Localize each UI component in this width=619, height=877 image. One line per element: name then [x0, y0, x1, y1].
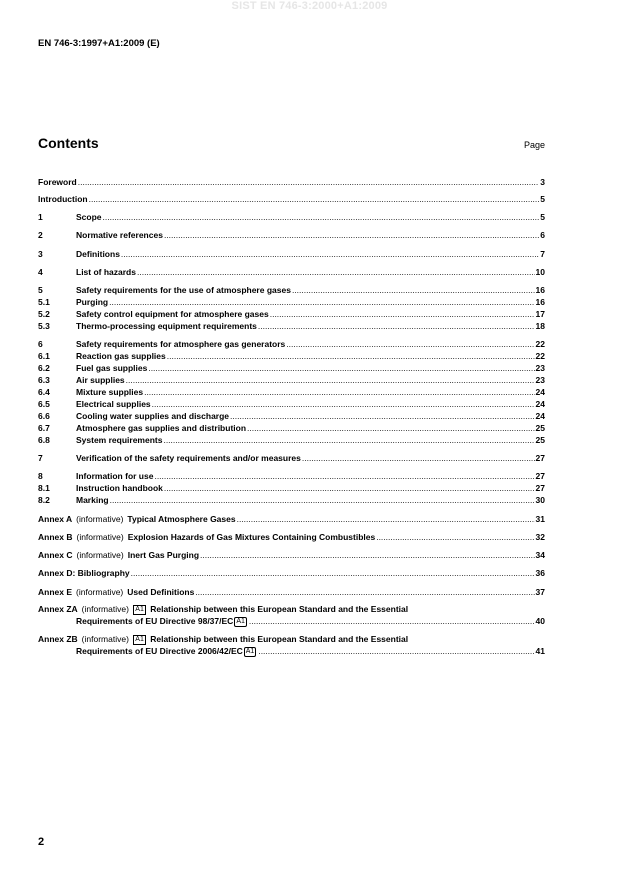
toc-title: Electrical supplies [76, 399, 151, 409]
toc-number: 5.3 [38, 321, 50, 331]
toc-entry-foreword[interactable] [38, 176, 545, 188]
toc-title: Foreword [38, 177, 77, 187]
amendment-end-marker: A1 [236, 618, 245, 625]
dot-leader [292, 284, 535, 296]
toc-page: 27 [535, 483, 545, 493]
toc-page: 40 [535, 616, 545, 626]
toc-entry-annex-a[interactable] [38, 513, 545, 525]
dot-leader [148, 362, 534, 374]
toc-number: 3 [38, 249, 43, 259]
toc-title: Atmosphere gas supplies and distribution [76, 423, 247, 433]
dot-leader [258, 645, 534, 657]
toc-number: 4 [38, 267, 43, 277]
toc-entry-6-8[interactable] [38, 434, 545, 446]
toc-page: 22 [535, 351, 545, 361]
toc-page: 27 [535, 471, 545, 481]
annex-informative: (informative) [81, 634, 129, 644]
watermark: SIST EN 746-3:2000+A1:2009 [231, 0, 388, 12]
toc-title: Definitions [76, 249, 120, 259]
toc-entry-introduction[interactable] [38, 193, 545, 205]
toc-title: Safety control equipment for atmosphere gases [76, 309, 269, 319]
toc-entry-annex-e[interactable] [38, 586, 545, 598]
annex-informative: (informative) [81, 604, 129, 614]
dot-leader [167, 350, 535, 362]
dot-leader [164, 229, 539, 241]
dot-leader [109, 296, 534, 308]
toc-entry-8-2[interactable] [38, 494, 545, 506]
dot-leader [195, 586, 534, 598]
annex-label: Annex ZB [38, 634, 78, 644]
toc-title-line1: Relationship between this European Standard and the Essential [150, 634, 409, 644]
toc-entry-6-3[interactable] [38, 374, 545, 386]
dot-leader [152, 398, 535, 410]
toc-entry-8-1[interactable] [38, 482, 545, 494]
annex-label: Annex A [38, 514, 73, 524]
annex-informative: (informative) [76, 587, 124, 597]
dot-leader [302, 452, 535, 464]
toc-number: 6.1 [38, 351, 50, 361]
toc-title: Air supplies [76, 375, 125, 385]
annex-label: Annex ZA [38, 604, 78, 614]
toc-number: 6.4 [38, 387, 50, 397]
dot-leader [103, 211, 540, 223]
toc-page: 10 [535, 267, 545, 277]
toc-page: 23 [535, 363, 545, 373]
toc-entry-6-2[interactable] [38, 362, 545, 374]
toc-title: Verification of the safety requirements and/or measures [76, 453, 301, 463]
toc-page: 36 [535, 568, 545, 578]
toc-entry-5-1[interactable] [38, 296, 545, 308]
toc-page: 24 [535, 387, 545, 397]
toc-entry-6-1[interactable] [38, 350, 545, 362]
dot-leader [144, 386, 534, 398]
toc-entry-annex-d[interactable] [38, 567, 545, 579]
dot-leader [258, 320, 535, 332]
dot-leader [286, 338, 534, 350]
toc-page: 24 [535, 399, 545, 409]
dot-leader [126, 374, 535, 386]
toc-number: 8 [38, 471, 43, 481]
dot-leader [237, 513, 535, 525]
toc-entry-4[interactable] [38, 266, 545, 278]
toc-page: 25 [535, 423, 545, 433]
page-column-label: Page [523, 140, 545, 150]
toc-title: Safety requirements for atmosphere gas generators [76, 339, 286, 349]
toc-title: Cooling water supplies and discharge [76, 411, 230, 421]
dot-leader [89, 193, 540, 205]
toc-entry-7[interactable] [38, 452, 545, 464]
dot-leader [137, 266, 535, 278]
toc-page: 31 [535, 514, 545, 524]
toc-title: Explosion Hazards of Gas Mixtures Containing Combustibles [127, 532, 376, 542]
toc-number: 6 [38, 339, 43, 349]
toc-page: 25 [535, 435, 545, 445]
toc-title-line1: Relationship between this European Standard and the Essential [150, 604, 409, 614]
toc-number: 6.2 [38, 363, 50, 373]
toc-page: 23 [535, 375, 545, 385]
contents-title: Contents [38, 135, 99, 151]
toc-entry-8[interactable] [38, 470, 545, 482]
toc-number: 5.1 [38, 297, 50, 307]
toc-title: Annex D: Bibliography [38, 568, 130, 578]
toc-page: 24 [535, 411, 545, 421]
toc-number: 6.8 [38, 435, 50, 445]
toc-number: 6.7 [38, 423, 50, 433]
document-id-header: EN 746-3:1997+A1:2009 (E) [38, 38, 160, 49]
dot-leader [376, 531, 534, 543]
toc-title: Typical Atmosphere Gases [127, 514, 236, 524]
dot-leader [78, 176, 540, 188]
toc-number: 6.5 [38, 399, 50, 409]
annex-label: Annex E [38, 587, 73, 597]
toc-page: 16 [535, 285, 545, 295]
toc-title: Inert Gas Purging [127, 550, 200, 560]
toc-entry-6-7[interactable] [38, 422, 545, 434]
toc-page: 7 [540, 249, 545, 259]
toc-page: 18 [535, 321, 545, 331]
toc-title: Normative references [76, 230, 163, 240]
toc-entry-6-6[interactable] [38, 410, 545, 422]
toc-page: 6 [540, 230, 545, 240]
toc-title: List of hazards [76, 267, 136, 277]
dot-leader [270, 308, 535, 320]
toc-title: Used Definitions [127, 587, 195, 597]
toc-page: 5 [540, 212, 545, 222]
toc-entry-5[interactable] [38, 284, 545, 296]
toc-title: Introduction [38, 194, 88, 204]
toc-title: Reaction gas supplies [76, 351, 166, 361]
dot-leader [200, 549, 534, 561]
toc-title: Marking [76, 495, 109, 505]
toc-entry-annex-c[interactable] [38, 549, 545, 561]
toc-entry-2[interactable] [38, 229, 545, 241]
toc-entry-6-4[interactable] [38, 386, 545, 398]
toc-page: 5 [540, 194, 545, 204]
toc-entry-1[interactable] [38, 211, 545, 223]
toc-title: Instruction handbook [76, 483, 163, 493]
dot-leader [247, 422, 535, 434]
toc-entry-annex-za[interactable] [38, 603, 545, 627]
dot-leader [110, 494, 535, 506]
amendment-end-marker: A1 [245, 648, 255, 655]
annex-informative: (informative) [76, 514, 124, 524]
toc-title: Safety requirements for the use of atmosphere gases [76, 285, 291, 295]
dot-leader [249, 615, 535, 627]
toc-entry-6-5[interactable] [38, 398, 545, 410]
page-number: 2 [38, 836, 45, 848]
toc-title-line2: Requirements of EU Directive 2006/42/EC [76, 646, 243, 656]
toc-entry-6[interactable] [38, 338, 545, 350]
toc-number: 2 [38, 230, 43, 240]
toc-page: 22 [535, 339, 545, 349]
annex-label: Annex C [38, 550, 73, 560]
toc-title: Fuel gas supplies [76, 363, 148, 373]
toc-page: 17 [535, 309, 545, 319]
toc-number: 6.6 [38, 411, 50, 421]
toc-number: 6.3 [38, 375, 50, 385]
annex-informative: (informative) [76, 550, 124, 560]
annex-label: Annex B [38, 532, 73, 542]
toc-title: Thermo-processing equipment requirements [76, 321, 257, 331]
dot-leader [164, 482, 535, 494]
toc-entry-annex-b[interactable] [38, 531, 545, 543]
amendment-start-marker: A1 [135, 636, 144, 643]
toc-entry-3[interactable] [38, 248, 545, 260]
toc-number: 1 [38, 212, 43, 222]
toc-page: 32 [535, 532, 545, 542]
toc-title: Information for use [76, 471, 154, 481]
dot-leader [131, 567, 535, 579]
toc-number: 5.2 [38, 309, 50, 319]
toc-number: 7 [38, 453, 43, 463]
toc-page: 16 [535, 297, 545, 307]
toc-page: 34 [535, 550, 545, 560]
dot-leader [121, 248, 539, 260]
toc-page: 30 [535, 495, 545, 505]
toc-entry-annex-zb[interactable] [38, 633, 545, 657]
dot-leader [163, 434, 534, 446]
toc-number: 5 [38, 285, 43, 295]
toc-page: 3 [540, 177, 545, 187]
toc-number: 8.2 [38, 495, 50, 505]
annex-informative: (informative) [76, 532, 124, 542]
dot-leader [230, 410, 535, 422]
toc-title-line2: Requirements of EU Directive 98/37/EC [76, 616, 234, 626]
toc-entry-5-3[interactable] [38, 320, 545, 332]
toc-title: Scope [76, 212, 102, 222]
toc-page: 37 [535, 587, 545, 597]
dot-leader [154, 470, 534, 482]
toc-title: Mixture supplies [76, 387, 144, 397]
amendment-start-marker: A1 [135, 606, 144, 613]
toc-entry-5-2[interactable] [38, 308, 545, 320]
toc-page: 27 [535, 453, 545, 463]
toc-title: Purging [76, 297, 109, 307]
toc-page: 41 [535, 646, 545, 656]
toc-title: System requirements [76, 435, 163, 445]
toc-number: 8.1 [38, 483, 50, 493]
